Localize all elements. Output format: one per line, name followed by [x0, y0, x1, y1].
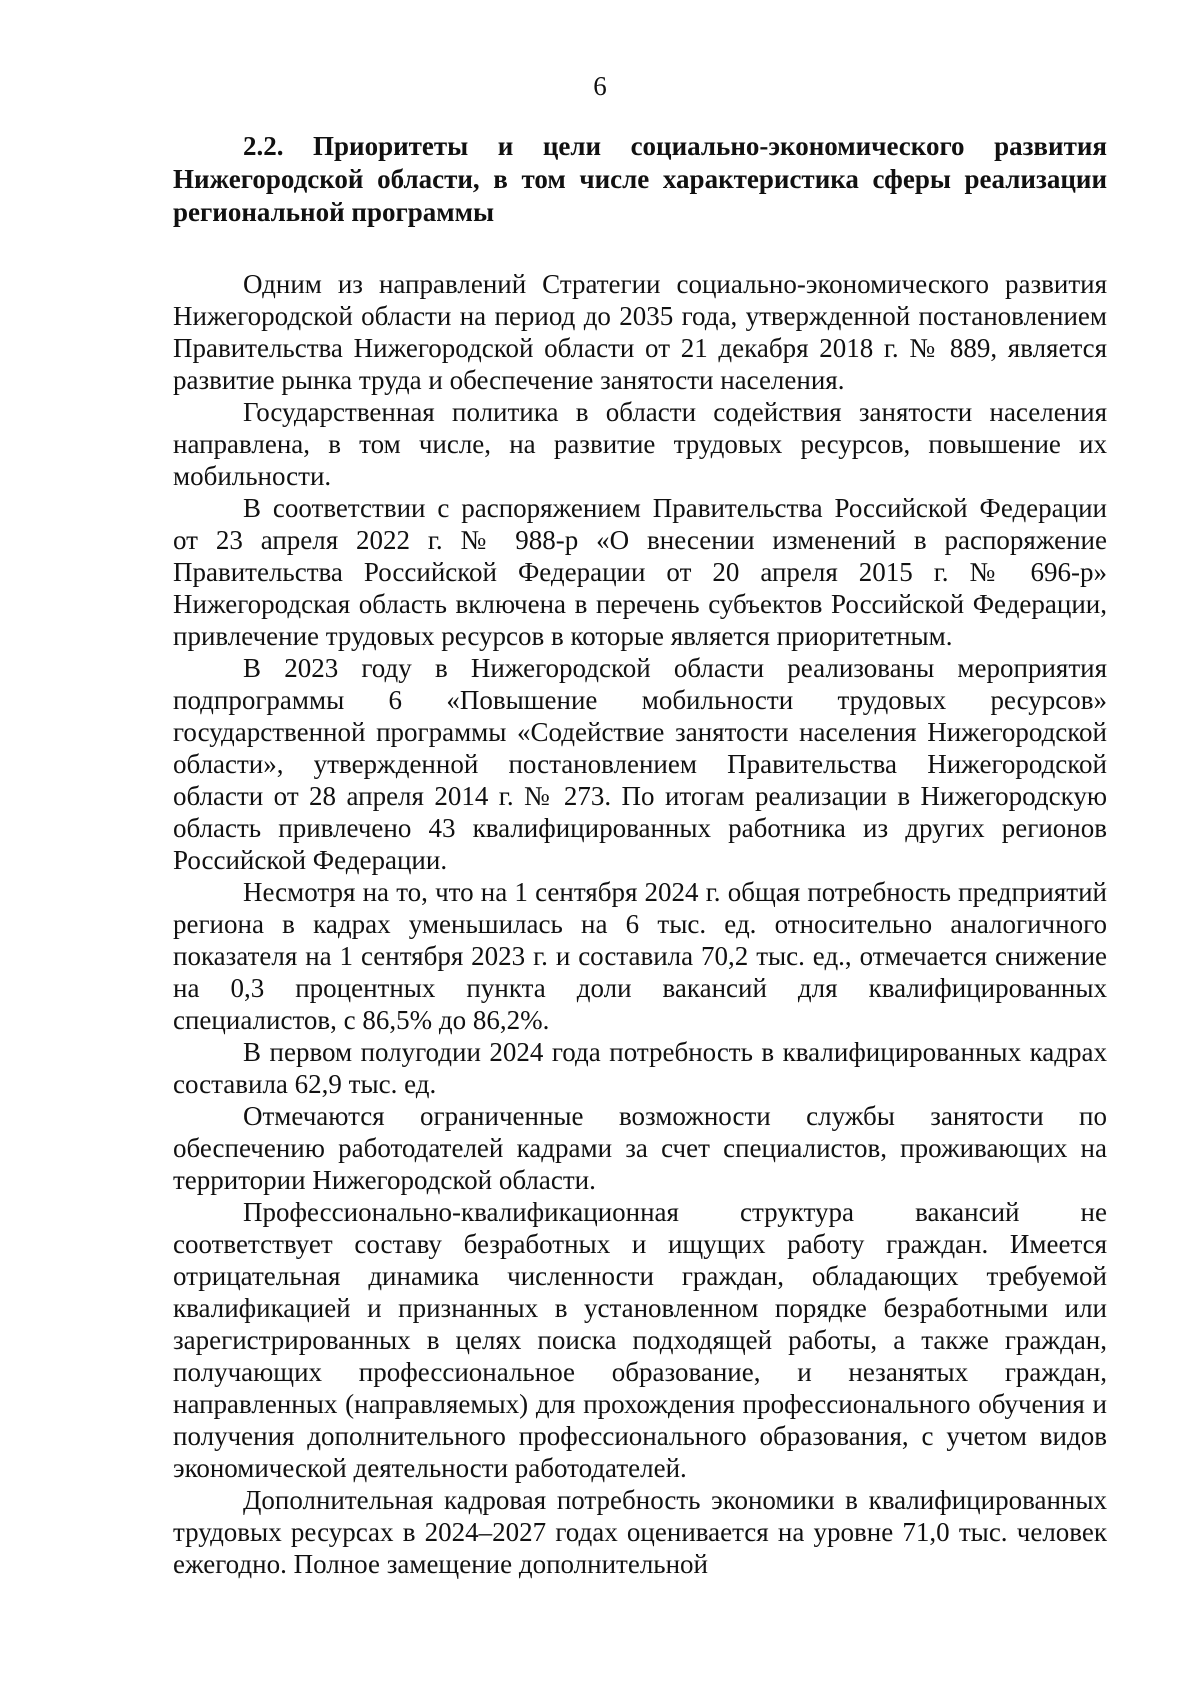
- paragraph-limited-capacity: Отмечаются ограниченные возможности службы занятости по обеспечению работодателей кадрами за счет специалистов, проживающих на территории Нижегородской области.: [173, 1101, 1107, 1195]
- section-heading: 2.2. Приоритеты и цели социально-экономического развития Нижегородской области, в том числе характеристика сферы реализации региональной программы: [173, 131, 1107, 227]
- paragraph-staff-demand: Несмотря на то, что на 1 сентября 2024 г. общая потребность предприятий региона в кадрах уменьшилась на 6 тыс. ед. относительно аналогичного показателя на 1 сентября 2023 г. и составила 70,2 тыс. ед., отмечается снижение на 0,3 процентных пункта доли вакансий для квалифицированных специалистов, с 86,5% до 86,2%.: [173, 877, 1107, 1035]
- paragraph-government-order: В соответствии с распоряжением Правительства Российской Федерации от 23 апреля 2022 г. № 988-р «О внесении изменений в распоряжение Правительства Российской Федерации от 20 апреля 2015 г. № 696-р» Нижегородская область включена в перечень субъектов Российской Федерации, привлечение трудовых ресурсов в которые является приоритетным.: [173, 493, 1107, 651]
- paragraph-subprogram-2023: В 2023 году в Нижегородской области реализованы мероприятия подпрограммы 6 «Повышение мобильности трудовых ресурсов» государственной программы «Содействие занятости населения Нижегородской области», утвержденной постановлением Правительства Нижегородской области от 28 апреля 2014 г. № 273. По итогам реализации в Нижегородскую область привлечено 43 квалифицированных работника из других регионов Российской Федерации.: [173, 653, 1107, 875]
- paragraph-additional-demand: Дополнительная кадровая потребность экономики в квалифицированных трудовых ресурсах в 2024–2027 годах оценивается на уровне 71,0 тыс. человек ежегодно. Полное замещение дополнительной: [173, 1485, 1107, 1579]
- page-number: 6: [593, 71, 607, 101]
- document-body: [173, 130, 1107, 1580]
- paragraph-first-half-2024: В первом полугодии 2024 года потребность в квалифицированных кадрах составила 62,9 тыс. ед.: [173, 1037, 1107, 1099]
- paragraph-strategy: Одним из направлений Стратегии социально-экономического развития Нижегородской области на период до 2035 года, утвержденной постановлением Правительства Нижегородской области от 21 декабря 2018 г. № 889, является развитие рынка труда и обеспечение занятости населения.: [173, 269, 1107, 395]
- paragraph-vacancy-structure: Профессионально-квалификационная структура вакансий не соответствует составу безработных и ищущих работу граждан. Имеется отрицательная динамика численности граждан, обладающих требуемой квалификацией и признанных в установленном порядке безработными или зарегистрированных в целях поиска подходящей работы, а также граждан, получающих профессиональное образование, и незанятых граждан, направленных (направляемых) для прохождения профессионального обучения и получения дополнительного профессионального образования, с учетом видов экономической деятельности работодателей.: [173, 1197, 1107, 1483]
- paragraph-state-policy: Государственная политика в области содействия занятости населения направлена, в том числе, на развитие трудовых ресурсов, повышение их мобильности.: [173, 397, 1107, 491]
